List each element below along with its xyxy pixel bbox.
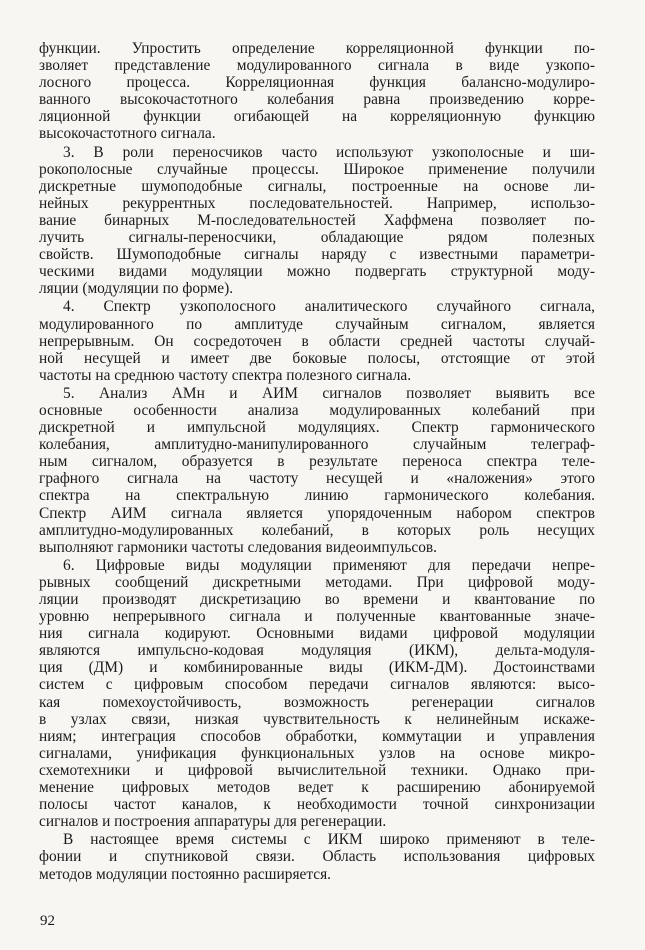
text-line: вание бинарных М-последовательностей Хаффмена позволяет по- <box>39 211 595 229</box>
text-line: непрерывным. Он сосредоточен в области средней частоты случай- <box>39 332 595 350</box>
text-line: 6. Цифровые виды модуляции применяют для передачи непре- <box>63 556 595 574</box>
text-line: уровню непрерывного сигнала и полученные квантованные значе- <box>39 608 595 626</box>
text-line: основные особенности анализа модулированных колебаний при <box>39 401 595 419</box>
paragraph <box>39 385 595 556</box>
text-line: являются импульсно-кодовая модуляция (ИКМ), дельта-модуля- <box>39 642 595 660</box>
text-block <box>39 40 595 883</box>
text-line: ния сигнала кодируют. Основными видами цифровой модуляции <box>39 625 595 643</box>
text-line: лучить сигналы-переносчики, обладающие рядом полезных <box>39 229 595 247</box>
paragraph <box>39 144 595 298</box>
paragraph <box>39 40 595 143</box>
text-line: В настоящее время системы с ИКМ широко применяют в теле- <box>63 831 595 849</box>
text-line: ция (ДМ) и комбинированные виды (ИКМ-ДМ). Достоинствами <box>39 659 595 677</box>
text-line: систем с цифровым способом передачи сигналов являются: высо- <box>39 676 595 694</box>
paragraph <box>39 831 595 882</box>
text-line: ляции производят дискретизацию во времени и квантование по <box>39 591 595 608</box>
text-line: в узлах связи, низкая чувствительность к нелинейным искаже- <box>39 710 595 728</box>
text-line: модулированного по амплитуде случайным сигналом, является <box>39 315 595 333</box>
text-line: зволяет представление модулированного сигнала в виде узкопо- <box>39 57 595 75</box>
text-line: сигналами, унификация функциональных узлов на основе микро- <box>39 744 595 762</box>
text-line: функции. Упростить определение корреляционной функции по- <box>39 40 595 57</box>
text-line: амплитудно-модулированных колебаний, в которых роль несущих <box>39 521 595 539</box>
text-line: дискретные шумоподобные сигналы, построенные на основе ли- <box>39 177 595 195</box>
text-line: ванного высокочастотного колебания равна произведению корре- <box>39 91 595 109</box>
text-line: ным сигналом, образуется в результате переноса спектра теле- <box>39 453 595 471</box>
text-line: 4. Спектр узкополосного аналитического случайного сигнала, <box>63 298 595 316</box>
text-line: нейных рекуррентных последовательностей. Например, использо- <box>39 194 595 212</box>
text-line: колебания, амплитудно-манипулированного случайным телеграф- <box>39 436 595 454</box>
text-line: кая помехоустойчивость, возможность регенерации сигналов <box>39 693 595 711</box>
text-line: ческими видами модуляции можно подвергать структурной моду- <box>39 263 595 281</box>
text-line: Спектр АИМ сигнала является упорядоченным набором спектров <box>39 504 595 522</box>
page-number: 92 <box>40 913 55 929</box>
paragraph <box>39 298 595 383</box>
text-line: менение цифровых методов ведет к расширению абонируемой <box>39 779 595 797</box>
text-line: графного сигнала на частоту несущей и «наложения» этого <box>39 470 595 488</box>
text-line: полосы частот каналов, к необходимости точной синхронизации <box>39 796 595 814</box>
text-line: сигналов и построения аппаратуры для регенерации. <box>39 813 387 831</box>
text-line: свойств. Шумоподобные сигналы наряду с известными параметри- <box>39 246 595 264</box>
text-line: высокочастотного сигнала. <box>39 125 216 143</box>
text-line: рокополосные случайные процессы. Широкое применение получили <box>39 160 595 178</box>
text-line: схемотехники и цифровой вычислительной техники. Однако при- <box>39 761 595 779</box>
text-line: ниям; интеграция способов обработки, коммутации и управления <box>39 727 595 745</box>
text-line: лосного процесса. Корреляционная функция балансно-модулиро- <box>39 74 595 92</box>
text-line: рывных сообщений дискретными методами. При цифровой моду- <box>39 573 595 591</box>
text-line: методов модуляции постоянно расширяется. <box>39 865 332 883</box>
text-line: выполняют гармоники частоты следования видеоимпульсов. <box>39 538 437 556</box>
text-line: частоты на среднюю частоту спектра полезного сигнала. <box>39 366 412 384</box>
text-line: ной несущей и имеет две боковые полосы, отстоящие от этой <box>39 349 595 367</box>
text-line: 5. Анализ АМн и АИМ сигналов позволяет выявить все <box>63 384 595 402</box>
text-line: фонии и спутниковой связи. Область использования цифровых <box>39 848 595 866</box>
text-line: 3. В роли переносчиков часто используют узкополосные и ши- <box>63 143 595 161</box>
text-line: ляции (модуляции по форме). <box>39 280 234 298</box>
text-line: дискретной и импульсной модуляциях. Спектр гармонического <box>39 419 595 437</box>
paragraph <box>39 557 595 831</box>
text-line: спектра на спектральную линию гармонического колебания. <box>39 487 595 505</box>
text-line: ляционной функции огибающей на корреляционную функцию <box>39 108 595 126</box>
